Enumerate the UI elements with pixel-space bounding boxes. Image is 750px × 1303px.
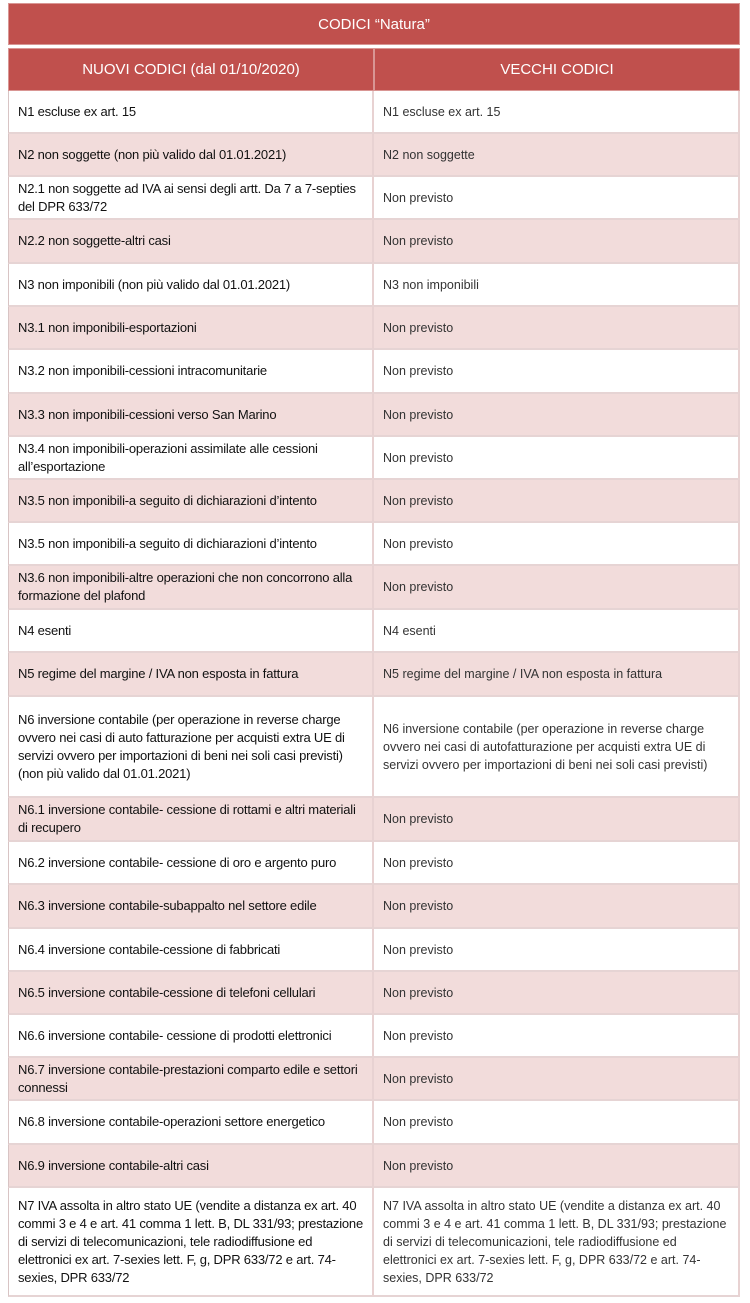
new-code-text: N3 non imponibili (non più valido dal 01.01.2021) bbox=[18, 276, 291, 292]
old-code-text: Non previsto bbox=[383, 407, 454, 422]
old-code-cell bbox=[374, 566, 740, 610]
new-code-text: N6.3 inversione contabile-subappalto nel settore edile bbox=[18, 898, 317, 913]
new-code-text: N6.4 inversione contabile-cessione di fabbricati bbox=[18, 941, 281, 957]
new-code-cell bbox=[8, 1015, 374, 1058]
new-code-text: N4 esenti bbox=[18, 622, 72, 638]
column-header-new-codes: NUOVI CODICI (dal 01/10/2020) bbox=[8, 48, 374, 91]
table-row bbox=[8, 842, 740, 885]
new-code-text: N3.3 non imponibili-cessioni verso San Marino bbox=[18, 406, 277, 422]
new-code-cell bbox=[8, 220, 374, 264]
old-code-cell bbox=[374, 610, 740, 653]
new-code-cell bbox=[8, 885, 374, 929]
old-code-text: Non previsto bbox=[383, 812, 454, 826]
new-code-cell bbox=[8, 1101, 374, 1145]
table-row bbox=[8, 929, 740, 972]
old-code-text: Non previsto bbox=[383, 1028, 454, 1043]
table-row bbox=[8, 1101, 740, 1145]
old-code-text: Non previsto bbox=[383, 942, 454, 957]
table-row bbox=[8, 566, 740, 610]
old-code-text: N5 regime del margine / IVA non esposta in fattura bbox=[383, 667, 663, 681]
old-code-cell bbox=[374, 307, 740, 350]
old-code-cell bbox=[374, 1058, 740, 1101]
new-code-cell bbox=[8, 480, 374, 523]
new-code-text: N3.1 non imponibili-esportazioni bbox=[18, 319, 197, 335]
old-code-cell bbox=[374, 480, 740, 523]
old-code-text: Non previsto bbox=[383, 1071, 454, 1086]
new-code-text: N6.1 inversione contabile- cessione di rottami e altri materiali di recupero bbox=[18, 802, 356, 835]
natura-codes-table bbox=[8, 3, 740, 1297]
new-code-text: N3.5 non imponibili-a seguito di dichiarazioni d’intento bbox=[18, 492, 317, 508]
old-code-text: Non previsto bbox=[383, 985, 454, 1000]
old-code-cell bbox=[374, 134, 740, 177]
old-code-cell bbox=[374, 437, 740, 480]
table-title: CODICI “Natura” bbox=[8, 3, 740, 45]
table-row bbox=[8, 523, 740, 566]
new-code-cell bbox=[8, 134, 374, 177]
new-code-cell bbox=[8, 929, 374, 972]
new-code-text: N2.2 non soggette-altri casi bbox=[18, 233, 171, 248]
old-code-text: Non previsto bbox=[383, 190, 454, 205]
new-code-cell bbox=[8, 653, 374, 697]
old-code-cell bbox=[374, 1015, 740, 1058]
old-code-text: Non previsto bbox=[383, 450, 454, 465]
table-row bbox=[8, 610, 740, 653]
new-code-cell bbox=[8, 1058, 374, 1101]
new-code-cell bbox=[8, 610, 374, 653]
old-code-cell bbox=[374, 885, 740, 929]
old-code-text: Non previsto bbox=[383, 536, 454, 551]
new-code-cell bbox=[8, 566, 374, 610]
new-code-cell bbox=[8, 437, 374, 480]
old-code-text: Non previsto bbox=[383, 1115, 454, 1129]
new-code-cell bbox=[8, 1145, 374, 1188]
old-code-cell bbox=[374, 394, 740, 437]
old-code-cell bbox=[374, 177, 740, 220]
table-row bbox=[8, 437, 740, 480]
old-code-cell bbox=[374, 350, 740, 394]
table-row bbox=[8, 798, 740, 842]
new-code-cell bbox=[8, 523, 374, 566]
old-code-text: Non previsto bbox=[383, 234, 454, 248]
old-code-cell bbox=[374, 798, 740, 842]
old-code-cell bbox=[374, 264, 740, 307]
table-row bbox=[8, 177, 740, 220]
old-code-text: N3 non imponibili bbox=[383, 277, 479, 292]
new-code-cell bbox=[8, 394, 374, 437]
old-code-text: N4 esenti bbox=[383, 623, 436, 638]
old-code-cell bbox=[374, 653, 740, 697]
old-code-text: N2 non soggette bbox=[383, 147, 475, 162]
new-code-text: N3.5 non imponibili-a seguito di dichiarazioni d’intento bbox=[18, 535, 317, 551]
old-code-text: Non previsto bbox=[383, 320, 454, 335]
table-row bbox=[8, 307, 740, 350]
new-code-text: N6.8 inversione contabile-operazioni settore energetico bbox=[18, 1114, 325, 1129]
new-code-cell bbox=[8, 307, 374, 350]
old-code-text: Non previsto bbox=[383, 1158, 454, 1173]
old-code-text: N7 IVA assolta in altro stato UE (vendite a distanza ex art. 40 commi 3 e 4 e art. 41 comma 1 lett. B, DL 331/93; prestazione di servizi di telecomunicazioni, tele radiodiffusione ed elettronici ex art. 7-sexies lett. F, g, DPR 633/72 e art. 74-sexies, DPR 633/72 bbox=[383, 1198, 727, 1285]
new-code-cell bbox=[8, 91, 374, 134]
table-row bbox=[8, 1058, 740, 1101]
new-code-text: N6 inversione contabile (per operazione in reverse charge ovvero nei casi di auto fatturazione per acquisti extra UE di servizi ovvero per importazioni di beni nei soli casi previsti) (non più valido dal 01.01.2021) bbox=[18, 711, 345, 781]
table-row bbox=[8, 350, 740, 394]
old-code-cell bbox=[374, 972, 740, 1015]
new-code-text: N3.6 non imponibili-altre operazioni che non concorrono alla formazione del plafond bbox=[18, 570, 353, 603]
table-row bbox=[8, 1188, 740, 1297]
old-code-cell bbox=[374, 1145, 740, 1188]
new-code-text: N7 IVA assolta in altro stato UE (vendite a distanza ex art. 40 commi 3 e 4 e art. 41 comma 1 lett. B, DL 331/93; prestazione di servizi di telecomunicazioni, tele radiodiffusione ed elettronici ex art. 7-sexies lett. F, g, DPR 633/72 e art. 74-sexies, DPR 633/72 bbox=[18, 1197, 363, 1285]
table-row bbox=[8, 972, 740, 1015]
new-code-cell bbox=[8, 350, 374, 394]
table-header-row bbox=[8, 48, 740, 91]
old-code-cell bbox=[374, 220, 740, 264]
old-code-cell bbox=[374, 91, 740, 134]
new-code-cell bbox=[8, 177, 374, 220]
old-code-text: N6 inversione contabile (per operazione in reverse charge ovvero nei casi di autofatturazione per acquisti extra UE di servizi ovvero per importazioni di beni nei soli casi previsti) bbox=[383, 721, 708, 772]
new-code-cell bbox=[8, 842, 374, 885]
table-row bbox=[8, 91, 740, 134]
old-code-cell bbox=[374, 697, 740, 798]
new-code-text: N6.2 inversione contabile- cessione di oro e argento puro bbox=[18, 854, 337, 870]
new-code-text: N6.5 inversione contabile-cessione di telefoni cellulari bbox=[18, 984, 316, 1000]
table-row bbox=[8, 1145, 740, 1188]
new-code-text: N6.9 inversione contabile-altri casi bbox=[18, 1157, 209, 1173]
column-header-old-codes: VECCHI CODICI bbox=[374, 48, 740, 91]
old-code-text: Non previsto bbox=[383, 493, 454, 508]
new-code-cell bbox=[8, 264, 374, 307]
table-row bbox=[8, 264, 740, 307]
old-code-cell bbox=[374, 842, 740, 885]
table-row bbox=[8, 653, 740, 697]
old-code-text: Non previsto bbox=[383, 899, 454, 913]
table-row bbox=[8, 697, 740, 798]
old-code-text: Non previsto bbox=[383, 580, 454, 594]
old-code-text: N1 escluse ex art. 15 bbox=[383, 104, 501, 119]
table-row bbox=[8, 480, 740, 523]
new-code-text: N3.2 non imponibili-cessioni intracomunitarie bbox=[18, 363, 267, 378]
old-code-cell bbox=[374, 1101, 740, 1145]
new-code-text: N2.1 non soggette ad IVA ai sensi degli artt. Da 7 a 7-septies del DPR 633/72 bbox=[18, 180, 356, 214]
old-code-cell bbox=[374, 523, 740, 566]
table-row bbox=[8, 134, 740, 177]
old-code-text: Non previsto bbox=[383, 364, 454, 378]
new-code-text: N6.7 inversione contabile-prestazioni comparto edile e settori connessi bbox=[18, 1061, 358, 1095]
new-code-cell bbox=[8, 798, 374, 842]
table-body bbox=[8, 91, 740, 1297]
new-code-cell bbox=[8, 1188, 374, 1297]
new-code-text: N2 non soggette (non più valido dal 01.01.2021) bbox=[18, 146, 287, 162]
new-code-text: N6.6 inversione contabile- cessione di prodotti elettronici bbox=[18, 1027, 332, 1043]
new-code-cell bbox=[8, 697, 374, 798]
table-row bbox=[8, 220, 740, 264]
table-row bbox=[8, 1015, 740, 1058]
table-row bbox=[8, 394, 740, 437]
table-row bbox=[8, 885, 740, 929]
new-code-text: N5 regime del margine / IVA non esposta in fattura bbox=[18, 666, 299, 681]
old-code-cell bbox=[374, 1188, 740, 1297]
old-code-cell bbox=[374, 929, 740, 972]
new-code-text: N1 escluse ex art. 15 bbox=[18, 103, 136, 119]
new-code-cell bbox=[8, 972, 374, 1015]
old-code-text: Non previsto bbox=[383, 855, 454, 870]
new-code-text: N3.4 non imponibili-operazioni assimilate alle cessioni all’esportazione bbox=[18, 440, 318, 474]
